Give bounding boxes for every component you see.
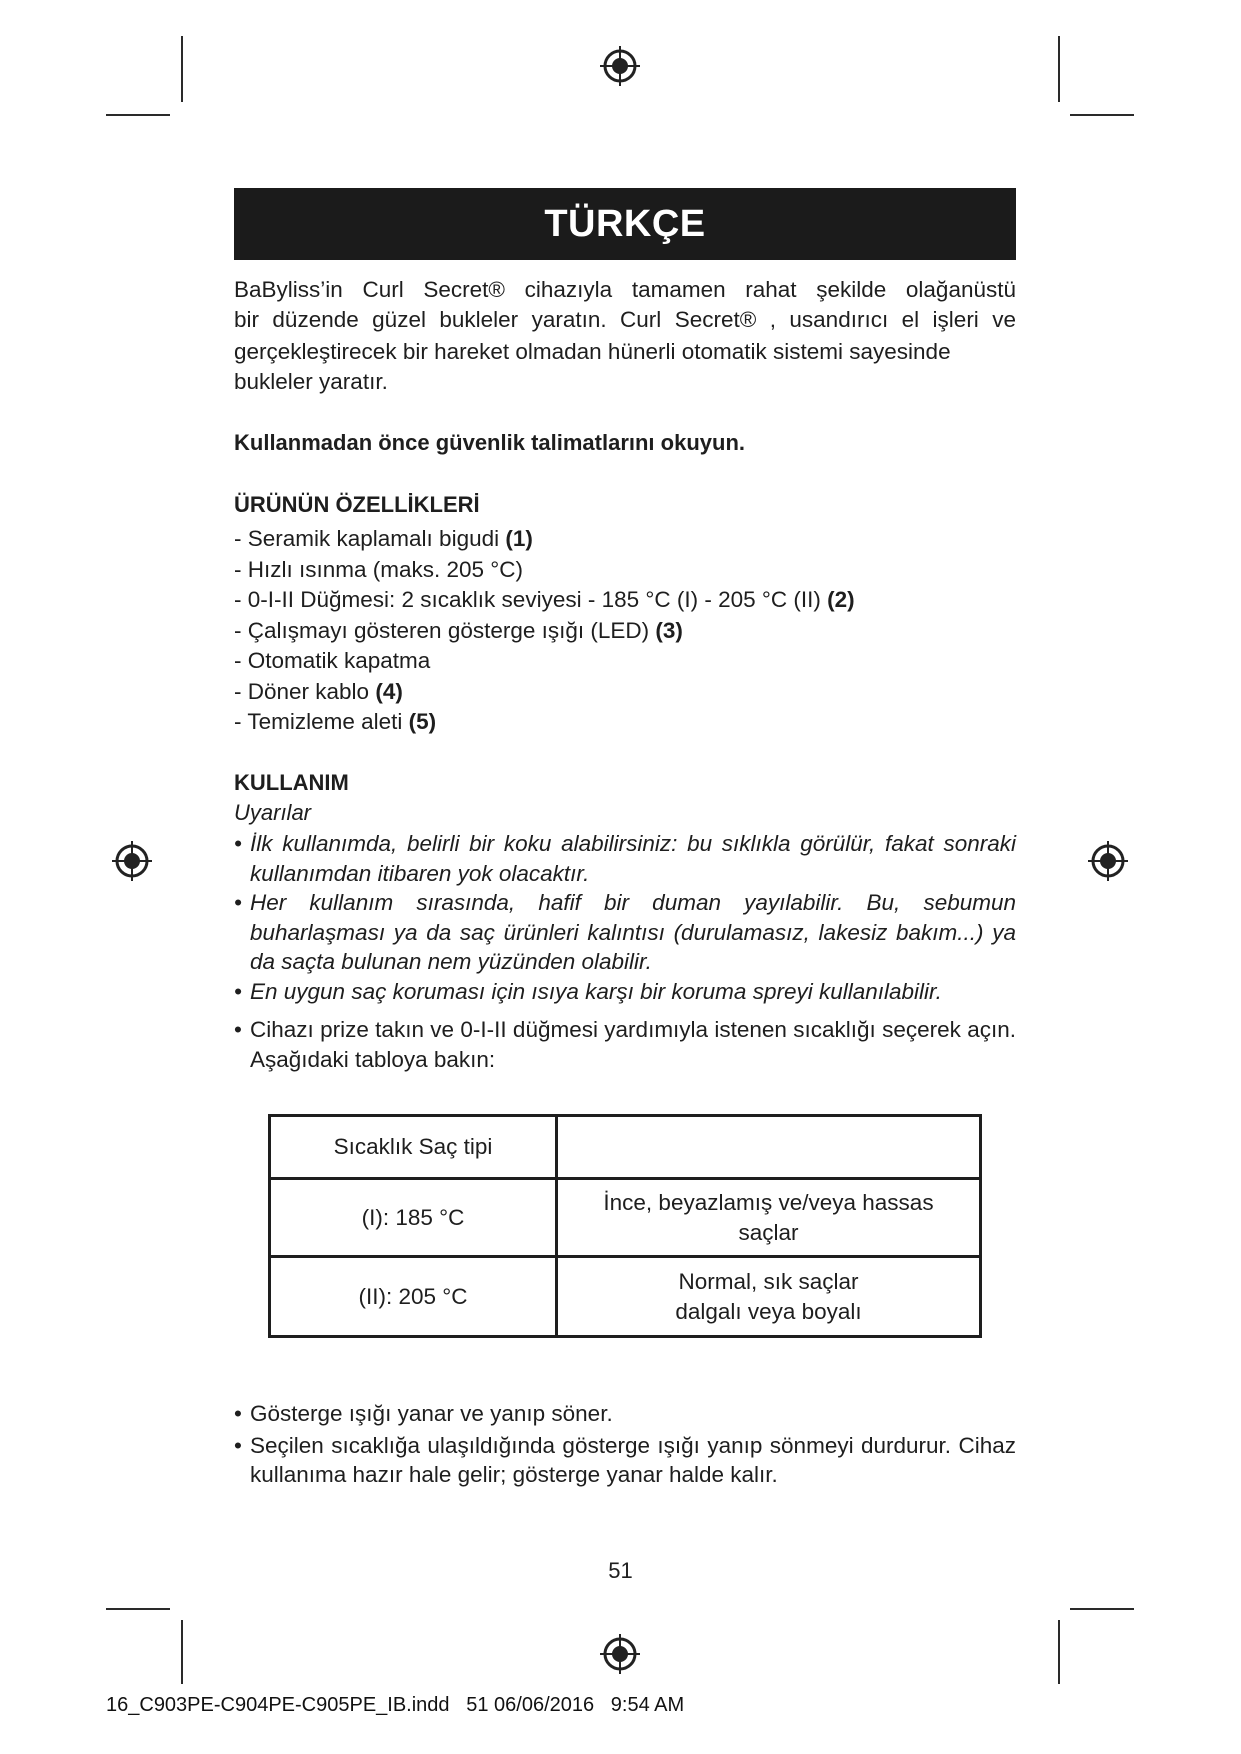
- usage-heading: KULLANIM: [234, 770, 349, 795]
- hair-type-cell: Normal, sık saçlar dalgalı veya boyalı: [557, 1257, 981, 1337]
- bullet-icon: •: [234, 890, 242, 915]
- registration-mark-icon: [1086, 839, 1130, 883]
- intro-paragraph: [234, 275, 1016, 397]
- crop-mark-bottom-left-h: [106, 1608, 170, 1610]
- warning-item: • Her kullanım sırasında, hafif bir duman yayılabilir. Bu, sebumun buharlaşması ya da saç ürünleri kalıntısı (durulamasız, lakesiz bakım...) ya da saçta bulunan nem yüzünden olabilir.: [234, 890, 1016, 974]
- bullet-icon: •: [234, 1401, 242, 1426]
- indicator-item: • Seçilen sıcaklığa ulaşıldığında gösterge ışığı yanıp sönmeyi durdurur. Cihaz kullanıma hazır hale gelir; gösterge yanar halde kalır.: [234, 1432, 1016, 1487]
- feature-item: - Döner kablo (4): [234, 678, 403, 704]
- intro-line: bukleler yaratır.: [234, 369, 388, 394]
- bullet-icon: •: [234, 1432, 242, 1458]
- intro-line: bir düzende güzel bukleler yaratın. Curl Secret® , usandırıcı el işleri ve: [234, 307, 1016, 332]
- instruction-item: • Cihazı prize takın ve 0-I-II düğmesi yardımıyla istenen sıcaklığı seçerek açın. Aşağıdaki tabloya bakın:: [234, 1017, 1016, 1072]
- plug-in-instruction: [234, 1015, 1016, 1074]
- indicator-item: • Gösterge ışığı yanar ve yanıp söner.: [234, 1399, 1016, 1429]
- registration-mark-icon: [110, 839, 154, 883]
- indicator-list: [234, 1399, 1016, 1490]
- warnings-heading: Uyarılar: [234, 800, 312, 825]
- bullet-icon: •: [234, 831, 242, 856]
- warning-item: • En uygun saç koruması için ısıya karşı bir koruma spreyi kullanılabilir.: [234, 977, 1016, 1007]
- page-title: TÜRKÇE: [234, 188, 1016, 260]
- crop-mark-top-left-h: [106, 114, 170, 116]
- feature-item: - 0-I-II Düğmesi: 2 sıcaklık seviyesi - 185 °C (I) - 205 °C (II) (2): [234, 587, 855, 612]
- safety-notice: Kullanmadan önce güvenlik talimatlarını okuyun.: [234, 430, 745, 455]
- crop-mark-top-right-h: [1070, 114, 1134, 116]
- intro-line: gerçekleştirecek bir hareket olmadan hünerli otomatik sistemi sayesinde: [234, 339, 951, 364]
- crop-mark-bottom-left-v: [181, 1620, 183, 1684]
- table-header-cell: Sıcaklık Saç tipi: [270, 1116, 557, 1179]
- crop-mark-bottom-right-h: [1070, 1608, 1134, 1610]
- table-row: [270, 1179, 981, 1257]
- features-heading: ÜRÜNÜN ÖZELLİKLERİ: [234, 492, 480, 517]
- feature-item: - Otomatik kapatma: [234, 648, 431, 673]
- temperature-cell: (II): 205 °C: [270, 1257, 557, 1337]
- feature-item: - Temizleme aleti (5): [234, 709, 437, 734]
- feature-item: - Çalışmayı gösteren gösterge ışığı (LED) (3): [234, 617, 683, 643]
- feature-item: - Hızlı ısınma (maks. 205 °C): [234, 556, 524, 582]
- print-slug: 16_C903PE-C904PE-C905PE_IB.indd 51 06/06/2016 9:54 AM: [106, 1694, 685, 1716]
- registration-mark-icon: [598, 44, 642, 88]
- page-number: 51: [608, 1558, 633, 1583]
- intro-line: BaByliss’in Curl Secret® cihazıyla tamamen rahat şekilde olağanüstü: [234, 277, 1016, 302]
- registration-mark-icon: [598, 1632, 642, 1676]
- temperature-cell: (I): 185 °C: [270, 1179, 557, 1257]
- warning-item: • İlk kullanımda, belirli bir koku alabilirsiniz: bu sıklıkla görülür, fakat sonraki kullanımdan itibaren yok olacaktır.: [234, 831, 1016, 886]
- hair-type-cell: İnce, beyazlamış ve/veya hassas saçlar: [557, 1179, 981, 1257]
- table-row: [270, 1116, 981, 1179]
- warnings-list: [234, 829, 1016, 1006]
- table-header-cell: [557, 1116, 981, 1179]
- bullet-icon: •: [234, 1017, 242, 1042]
- table-row: [270, 1257, 981, 1337]
- bullet-icon: •: [234, 978, 242, 1004]
- crop-mark-bottom-right-v: [1058, 1620, 1060, 1684]
- features-list: [234, 524, 1016, 738]
- crop-mark-top-left-v: [181, 36, 183, 102]
- temperature-table: [268, 1114, 982, 1338]
- crop-mark-top-right-v: [1058, 36, 1060, 102]
- feature-item: - Seramik kaplamalı bigudi (1): [234, 526, 533, 551]
